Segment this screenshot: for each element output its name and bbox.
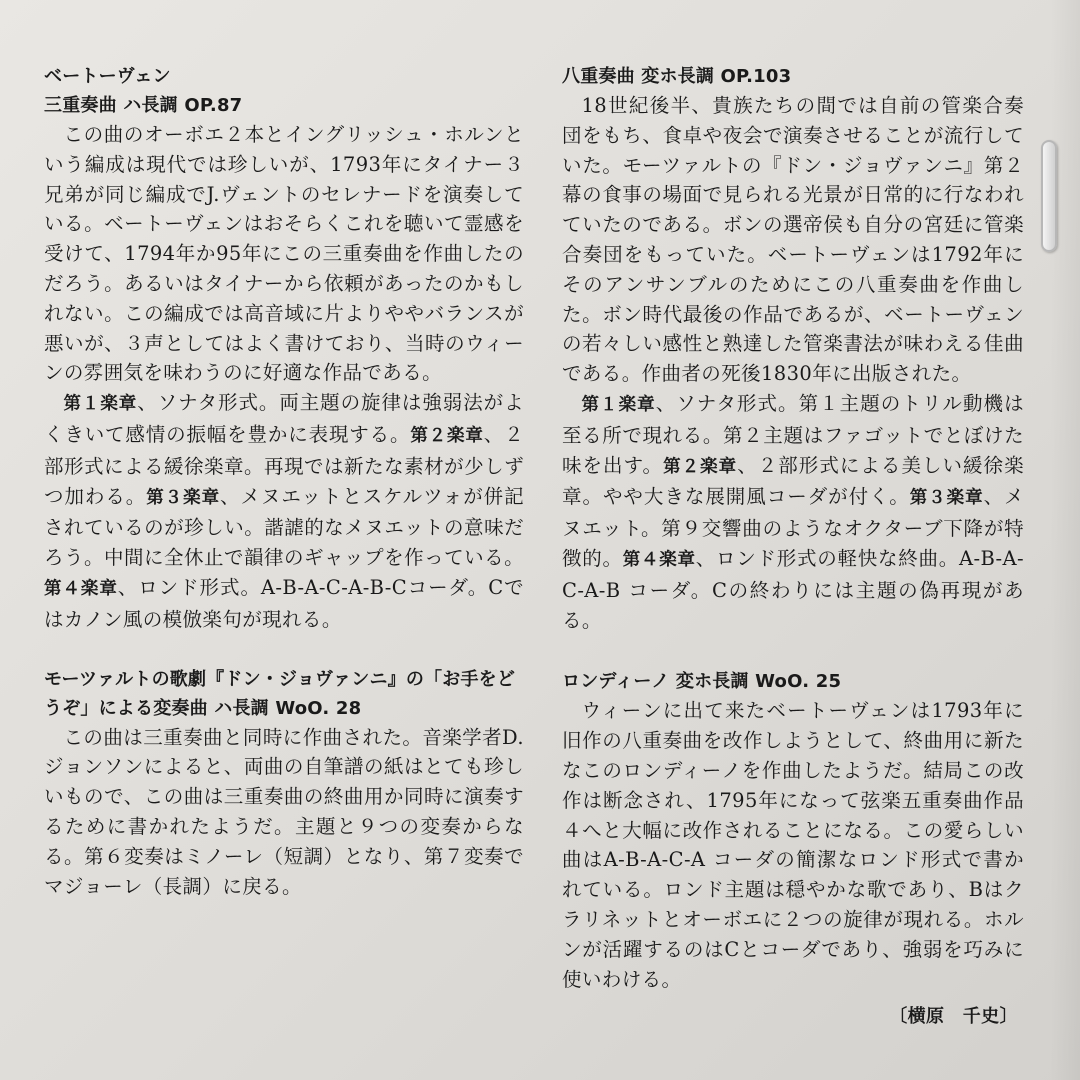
composer-heading: ベートーヴェン [44, 66, 171, 87]
movement-text: 、２部形式による美しい緩徐楽章。やや大きな展開風コーダが付く。 [562, 453, 1024, 509]
movement-text: 、ソナタ形式。第１主題のトリル動機は至る所で現れる。第２主題はファゴットでとぼけた味を出す。 [562, 391, 1024, 477]
variations-title: モーツァルトの歌劇『ドン・ジョヴァンニ』の「お手をどうぞ」による変奏曲 ハ長調 WoO. 28 [44, 668, 516, 719]
movement-label: 第３楽章 [909, 488, 984, 509]
movement-text: 、ロンド形式。A-B-A-C-A-B-Cコーダ。Cではカノン風の模倣楽句が現れる。 [44, 575, 524, 631]
movement-label: 第１楽章 [63, 394, 138, 415]
movement-text: 、ロンド形式の軽快な終曲。A-B-A-C-A-B コーダ。Cの終わりには主題の偽再現がある。 [562, 546, 1024, 632]
movement-label: 第２楽章 [663, 456, 738, 477]
trio-intro-paragraph: この曲のオーボエ２本とイングリッシュ・ホルンという編成は現代では珍しいが、1793年にタイナー３兄弟が同じ編成でJ.ヴェントのセレナードを演奏している。ベートーヴェンはおそらくこれを聴いて霊感を受けて、1794年か95年にこの三重奏曲を作曲したのだろう。あるいはタイナーから依頼があったのかもしれない。この編成では高音域に片よりややバランスが悪いが、３声としてはよく書けており、当時のウィーンの雰囲気を味わうのに好適な作品である。 [44, 123, 524, 385]
movement-text: 、２部形式による緩徐楽章。再現では新たな素材が少しずつ加わる。 [44, 422, 524, 508]
octet-movements-paragraph [562, 389, 1024, 635]
octet-intro-paragraph: 18世紀後半、貴族たちの間では自前の管楽合奏団をもち、食卓や夜会で演奏させることが流行していた。モーツァルトの『ドン・ジョヴァンニ』第２幕の食事の場面で見られる光景が日常的に行なわれていたのである。ボンの選帝侯も自分の宮廷に管楽合奏団をもっていた。ベートーヴェンは1792年にそのアンサンブルのためにこの八重奏曲を作曲した。ボン時代最後の作品であるが、ベートーヴェンの若々しい感性と熟達した管楽書法が味わえる佳曲である。作曲者の死後1830年に出版された。 [562, 94, 1024, 386]
octet-title: 八重奏曲 変ホ長調 OP.103 [562, 66, 792, 87]
trio-title: 三重奏曲 ハ長調 OP.87 [44, 95, 243, 116]
right-column [562, 62, 1024, 1032]
movement-label: 第４楽章 [622, 549, 696, 570]
movement-text: 、ソナタ形式。両主題の旋律は強弱法がよくきいて感情の振幅を豊かに表現する。 [44, 391, 524, 446]
rondino-paragraph: ウィーンに出て来たベートーヴェンは1793年に旧作の八重奏曲を改作しようとして、終曲用に新たなこのロンディーノを作曲したようだ。結局この改作は断念され、1795年になって弦楽五重奏曲作品４へと大幅に改作されることになる。この愛らしい曲はA-B-A-C-A コーダの簡潔なロンド形式で書かれている。ロンド主題は穏やかな歌であり、Bはクラリネットとオーボエに２つの旋律が現れる。ホルンが活躍するのはCとコーダであり、強弱を巧みに使いわける。 [562, 699, 1024, 991]
variations-paragraph: この曲は三重奏曲と同時に作曲された。音楽学者D.ジョンソンによると、両曲の自筆譜の紙はとても珍しいもので、この曲は三重奏曲の終曲用か同時に演奏するために書かれたようだ。主題と９つの変奏からなる。第６変奏はミノーレ（短調）となり、第７変奏でマジョーレ（長調）に戻る。 [44, 725, 524, 898]
author-signature: 〔横原 千史〕 [889, 1006, 1018, 1028]
movement-label: 第１楽章 [581, 394, 656, 415]
movement-text: 、メヌエット。第９交響曲のようなオクターブ下降が特徴的。 [562, 485, 1024, 570]
staple [1041, 140, 1057, 252]
section-spacer [562, 635, 1024, 667]
rondino-title: ロンディーノ 変ホ長調 WoO. 25 [562, 671, 842, 693]
movement-label: 第３楽章 [146, 487, 221, 508]
section-spacer [44, 635, 524, 665]
movement-text: 、メヌエットとスケルツォが併記されているのが珍しい。諧謔的なメヌエットの意味だろう。中間に全休止で韻律のギャップを作っている。 [44, 484, 524, 570]
left-column [44, 62, 524, 901]
movement-label: 第４楽章 [44, 578, 118, 599]
movement-label: 第２楽章 [410, 425, 484, 446]
trio-movements-paragraph [44, 388, 524, 634]
